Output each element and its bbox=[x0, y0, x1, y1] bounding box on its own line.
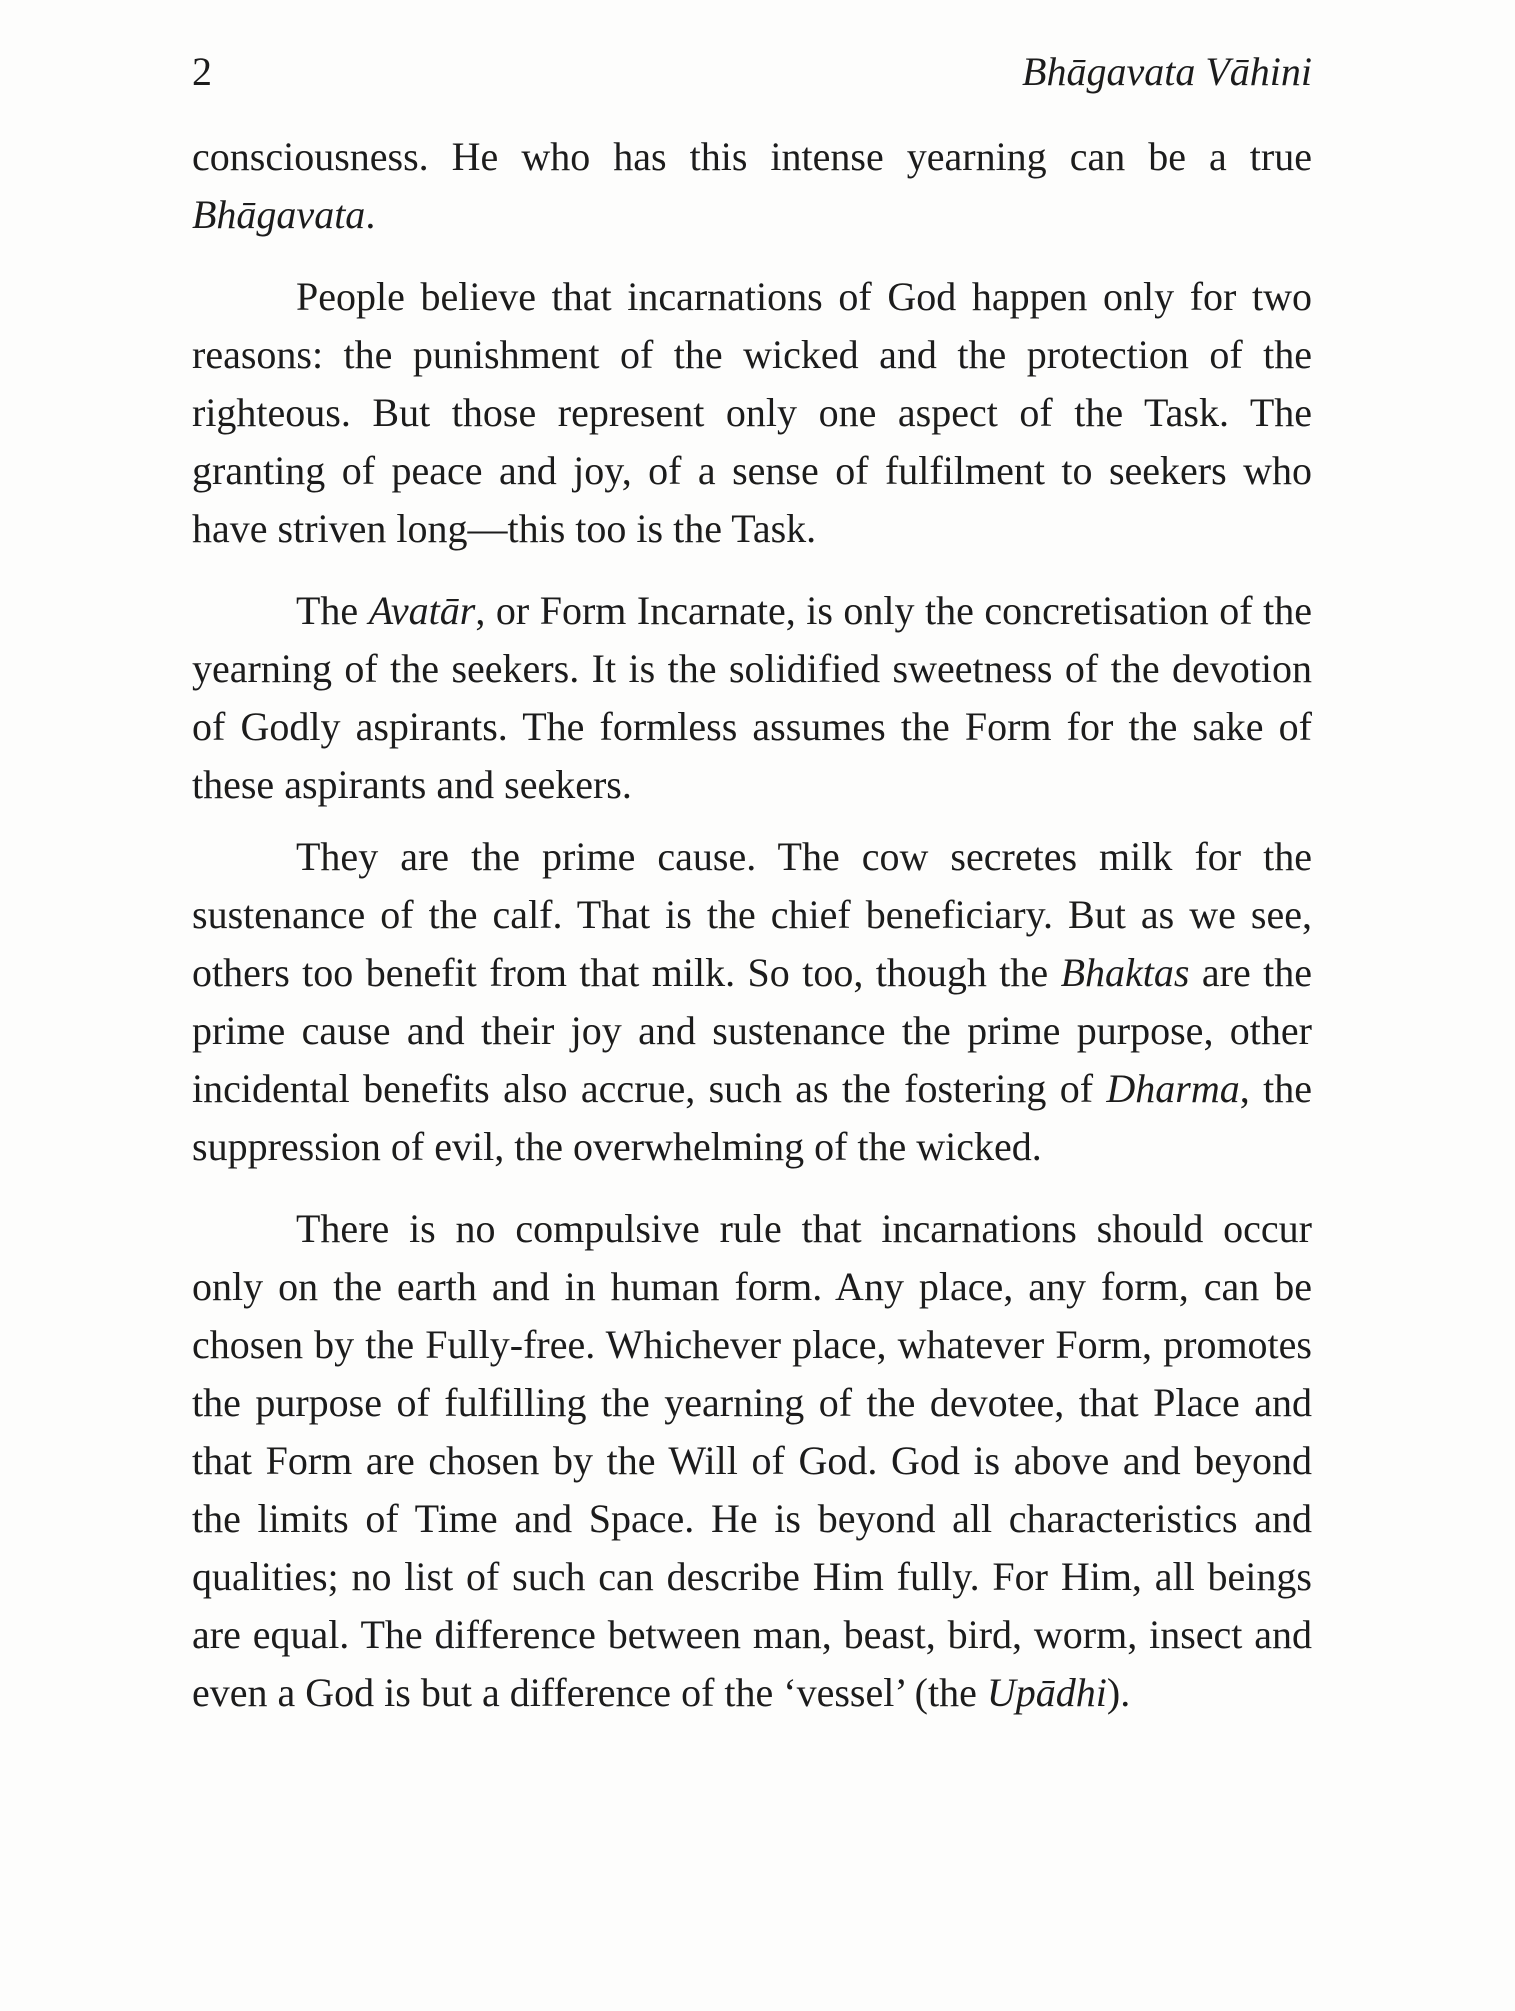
text-segment: People believe that incarnations of God happen only for two reasons: the punishment of the wicked and the protection of the righteous. But those represent only one aspect of the Task. The granting of peace and joy, of a sense of fulfilment to seekers who have striven long—this too is the Task. bbox=[192, 274, 1312, 551]
paragraph-1 bbox=[192, 128, 1312, 244]
paragraph-5 bbox=[192, 1200, 1312, 1722]
text-segment: ). bbox=[1106, 1670, 1131, 1715]
book-title: Bhāgavata Vāhini bbox=[1022, 49, 1312, 94]
text-segment-italic: Bhaktas bbox=[1060, 950, 1190, 995]
text-segment: are the prime cause and their joy and sustenance the prime purpose, other incidental benefits also accrue, such as the fostering of bbox=[192, 950, 1312, 1111]
running-header bbox=[192, 42, 1312, 102]
text-segment: , the suppression of evil, the overwhelming of the wicked. bbox=[192, 1066, 1312, 1169]
text-segment-italic: Bhāgavata bbox=[192, 192, 366, 237]
text-segment: There is no compulsive rule that incarnations should occur only on the earth and in human form. Any place, any form, can be chosen by the Fully-free. Whichever place, whatever Form, promotes the purpose of fulfilling the yearning of the devotee, that Place and that Form are chosen by the Will of God. God is above and beyond the limits of Time and Space. He is beyond all characteristics and qualities; no list of such can describe Him fully. For Him, all beings are equal. The difference between man, beast, bird, worm, insect and even a God is but a difference of the ‘vessel’ (the bbox=[192, 1206, 1312, 1715]
body-text bbox=[192, 128, 1312, 1746]
text-segment: . bbox=[365, 192, 376, 237]
text-segment: The bbox=[296, 588, 369, 633]
paragraph-3 bbox=[192, 582, 1312, 814]
text-segment: They are the prime cause. The cow secretes milk for the sustenance of the calf. That is the chief beneficiary. But as we see, others too benefit from that milk. So too, though the bbox=[192, 834, 1312, 995]
page-number: 2 bbox=[192, 49, 212, 94]
text-segment: , or Form Incarnate, is only the concretisation of the yearning of the seekers. It is the solidified sweetness of the devotion of Godly aspirants. The formless assumes the Form for the sake of these aspirants and seekers. bbox=[192, 588, 1312, 807]
text-segment-italic: Dharma bbox=[1106, 1066, 1240, 1111]
paragraph-4 bbox=[192, 828, 1312, 1176]
text-segment: consciousness. He who has this intense yearning can be a true bbox=[192, 134, 1312, 179]
text-segment-italic: Avatār bbox=[368, 588, 476, 633]
paragraph-2 bbox=[192, 268, 1312, 558]
text-segment-italic: Upādhi bbox=[986, 1670, 1107, 1715]
